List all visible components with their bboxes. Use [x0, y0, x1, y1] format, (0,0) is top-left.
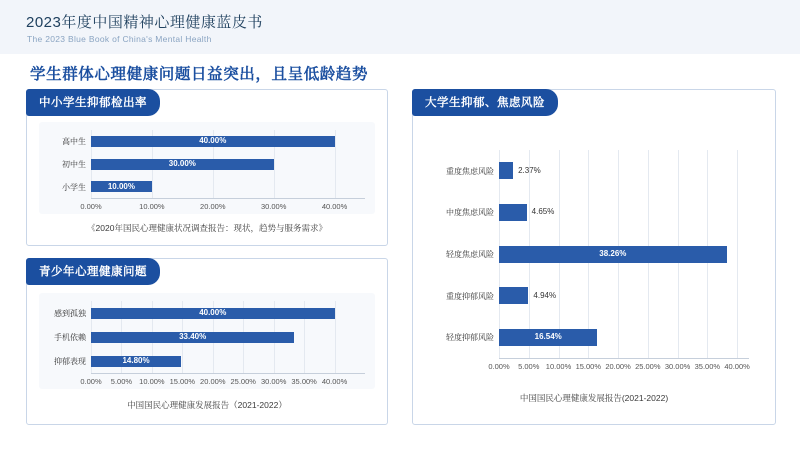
x-axis-tick-label: 40.00% — [321, 377, 348, 386]
x-axis-line — [91, 373, 365, 374]
panel-title-youth-mental-health: 青少年心理健康问题 — [26, 258, 160, 285]
bar-value-label: 4.65% — [531, 207, 555, 217]
caption-youth-mental-health: 中国国民心理健康发展报告（2021-2022） — [127, 400, 287, 410]
chart-youth-mental-health — [39, 293, 375, 389]
category-label: 初中生 — [62, 160, 86, 169]
x-axis-tick-label: 20.00% — [200, 202, 226, 211]
bar-value-label: 38.26% — [599, 249, 627, 258]
slide-header — [0, 0, 800, 54]
x-axis-tick-label: 25.00% — [635, 362, 661, 371]
header-title-cn: 2023年度中国精神心理健康蓝皮书 — [26, 14, 263, 31]
bar-value-label: 40.00% — [199, 308, 227, 317]
x-axis-tick-label: 10.00% — [545, 362, 572, 371]
category-label: 中度焦虑风险 — [446, 208, 494, 218]
category-label: 重度抑郁风险 — [446, 291, 494, 301]
bar-value-label: 40.00% — [199, 136, 227, 146]
panel-youth-mental-health — [26, 258, 388, 425]
bar-value-label: 33.40% — [179, 332, 207, 341]
category-label: 感到孤独 — [54, 309, 86, 318]
x-axis-tick-label: 30.00% — [260, 202, 287, 211]
chart-primary-secondary-depression — [39, 122, 375, 214]
x-axis-line — [91, 198, 365, 199]
x-axis-tick-label: 35.00% — [694, 362, 721, 371]
panel-university-risk — [412, 89, 776, 425]
bar-value-label: 16.54% — [534, 332, 562, 342]
caption-primary-secondary-depression: 《2020年国民心理健康状况调查报告：现状，趋势与服务需求》 — [87, 223, 327, 233]
panel-title-university-risk: 大学生抑郁、焦虑风险 — [412, 89, 558, 116]
bar-value-label: 30.00% — [168, 159, 196, 168]
panel-title-primary-secondary-depression: 中小学生抑郁检出率 — [26, 89, 160, 116]
grid-line — [335, 130, 336, 198]
panel-body-university-risk — [413, 118, 775, 424]
x-axis-tick-label: 15.00% — [575, 362, 601, 371]
x-axis-tick-label: 20.00% — [605, 362, 631, 371]
grid-line — [737, 150, 738, 358]
panel-body-primary-secondary-depression — [27, 118, 387, 245]
category-label: 重度焦虑风险 — [446, 166, 494, 176]
page-title: 学生群体心理健康问题日益突出，且呈低龄趋势 — [30, 66, 369, 83]
x-axis-tick-label: 40.00% — [724, 362, 750, 371]
bar — [499, 287, 528, 304]
x-axis-tick-label: 0.00% — [488, 362, 510, 371]
x-axis-tick-label: 5.00% — [518, 362, 540, 371]
bar — [499, 204, 527, 221]
caption-university-risk: 中国国民心理健康发展报告(2021-2022) — [519, 393, 669, 403]
x-axis-tick-label: 35.00% — [291, 377, 317, 386]
category-label: 手机依赖 — [54, 333, 86, 342]
x-axis-tick-label: 0.00% — [80, 202, 102, 211]
category-label: 轻度焦虑风险 — [446, 250, 494, 259]
x-axis-tick-label: 30.00% — [260, 377, 287, 386]
x-axis-line — [499, 358, 749, 359]
x-axis-tick-label: 0.00% — [80, 377, 102, 386]
category-label: 小学生 — [62, 182, 86, 192]
chart-university-risk — [427, 144, 761, 376]
category-label: 高中生 — [62, 137, 86, 147]
header-title-en: The 2023 Blue Book of China's Mental Health — [27, 34, 212, 44]
grid-line — [335, 301, 336, 373]
x-axis-tick-label: 10.00% — [139, 377, 165, 386]
x-axis-tick-label: 15.00% — [169, 377, 196, 386]
bar-value-label: 2.37% — [518, 165, 541, 175]
bar — [499, 162, 513, 179]
bar-value-label: 14.80% — [122, 356, 150, 365]
bar-value-label: 10.00% — [107, 181, 135, 191]
bar-value-label: 4.94% — [533, 290, 557, 300]
x-axis-tick-label: 20.00% — [200, 377, 226, 386]
category-label: 抑郁表现 — [54, 357, 86, 366]
x-axis-tick-label: 25.00% — [230, 377, 256, 386]
panel-body-youth-mental-health — [27, 287, 387, 424]
category-label: 轻度抑郁风险 — [446, 333, 494, 343]
panel-primary-secondary-depression — [26, 89, 388, 246]
x-axis-tick-label: 40.00% — [321, 202, 348, 211]
x-axis-tick-label: 30.00% — [664, 362, 691, 371]
x-axis-tick-label: 10.00% — [139, 202, 165, 211]
x-axis-tick-label: 5.00% — [110, 377, 133, 386]
